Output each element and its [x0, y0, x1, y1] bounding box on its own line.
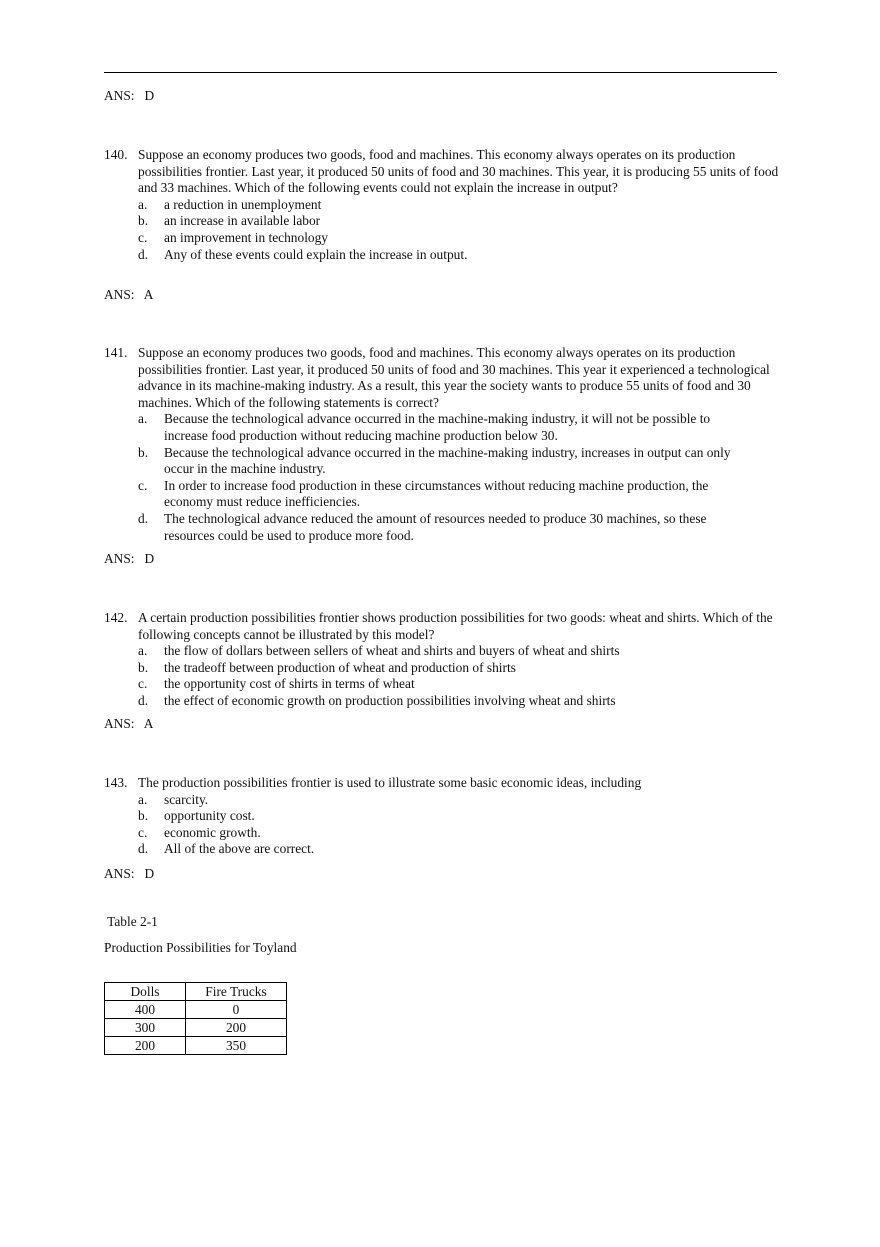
- question-stem: Suppose an economy produces two goods, food and machines. This economy always operates on its production possibilities frontier. Last year, it produced 50 units of food and 30 machines. This year it experienced a technological advance in its machine-making industry. As a result, this year the society wants to produce 55 units of food and 30 machines. Which of the following statements is correct?: [138, 345, 770, 410]
- option-c: c. In order to increase food production in these circumstances without reducing machine production, the economy must reduce inefficiencies.: [138, 477, 709, 510]
- option-c: c. the opportunity cost of shirts in terms of wheat: [138, 676, 415, 692]
- table-header-dolls: Dolls: [105, 983, 186, 1001]
- table-row: [105, 1001, 287, 1019]
- answer-140: ANS: A: [104, 287, 154, 302]
- option-d: d. All of the above are correct.: [138, 841, 315, 857]
- production-possibilities-table: [104, 982, 287, 1055]
- option-b: b. opportunity cost.: [138, 808, 255, 824]
- table-row: [105, 1019, 287, 1037]
- question-143: [104, 775, 784, 858]
- question-number: 142.: [104, 610, 128, 625]
- option-a: a. the flow of dollars between sellers of wheat and shirts and buyers of wheat and shirts: [138, 643, 620, 659]
- option-b: b. the tradeoff between production of wheat and production of shirts: [138, 659, 516, 675]
- answer-141: ANS: D: [104, 551, 155, 566]
- question-stem: Suppose an economy produces two goods, food and machines. This economy always operates on its production possibilities frontier. Last year, it produced 50 units of food and 30 machines. This year, it is producing 55 units of food and 33 machines. Which of the following events could not explain the increase in output?: [138, 147, 779, 196]
- question-stem: The production possibilities frontier is used to illustrate some basic economic ideas, including: [138, 775, 642, 790]
- option-d: d. The technological advance reduced the amount of resources needed to produce 30 machines, so these resources could be used to produce more food.: [138, 510, 707, 543]
- option-a: a. Because the technological advance occurred in the machine-making industry, it will not be possible to increase food production without reducing machine production below 30.: [138, 411, 711, 443]
- table-cell: 300: [105, 1019, 186, 1037]
- question-number: 143.: [104, 775, 128, 790]
- table-cell: 0: [186, 1001, 287, 1019]
- table-header-row: [105, 983, 287, 1001]
- header-rule: [104, 72, 777, 73]
- question-number: 140.: [104, 147, 128, 162]
- table-cell: 400: [105, 1001, 186, 1019]
- table-cell: 200: [186, 1019, 287, 1037]
- option-d: d. the effect of economic growth on production possibilities involving wheat and shirts: [138, 692, 616, 708]
- question-140: [104, 147, 784, 263]
- option-a: a. a reduction in unemployment: [138, 196, 322, 212]
- table-header-fire-trucks: Fire Trucks: [186, 983, 287, 1001]
- option-c: c. economic growth.: [138, 824, 261, 840]
- option-b: b. Because the technological advance occurred in the machine-making industry, increases in output can only occur in the machine industry.: [138, 444, 731, 477]
- table-title: Production Possibilities for Toyland: [104, 940, 297, 955]
- question-stem: A certain production possibilities frontier shows production possibilities for two goods: wheat and shirts. Which of the following concepts cannot be illustrated by this model?: [138, 610, 773, 642]
- table-cell: 350: [186, 1037, 287, 1055]
- option-b: b. an increase in available labor: [138, 213, 321, 229]
- table-row: [105, 1037, 287, 1055]
- table-cell: 200: [105, 1037, 186, 1055]
- answer-143: ANS: D: [104, 866, 155, 881]
- question-number: 141.: [104, 345, 128, 360]
- question-142: [104, 610, 784, 710]
- option-a: a. scarcity.: [138, 791, 209, 807]
- table-label: Table 2-1: [104, 914, 158, 929]
- answer-142: ANS: A: [104, 716, 154, 731]
- option-c: c. an improvement in technology: [138, 229, 328, 245]
- answer-prev: ANS: D: [104, 88, 155, 103]
- question-141: [104, 345, 784, 544]
- option-d: d. Any of these events could explain the increase in output.: [138, 246, 468, 262]
